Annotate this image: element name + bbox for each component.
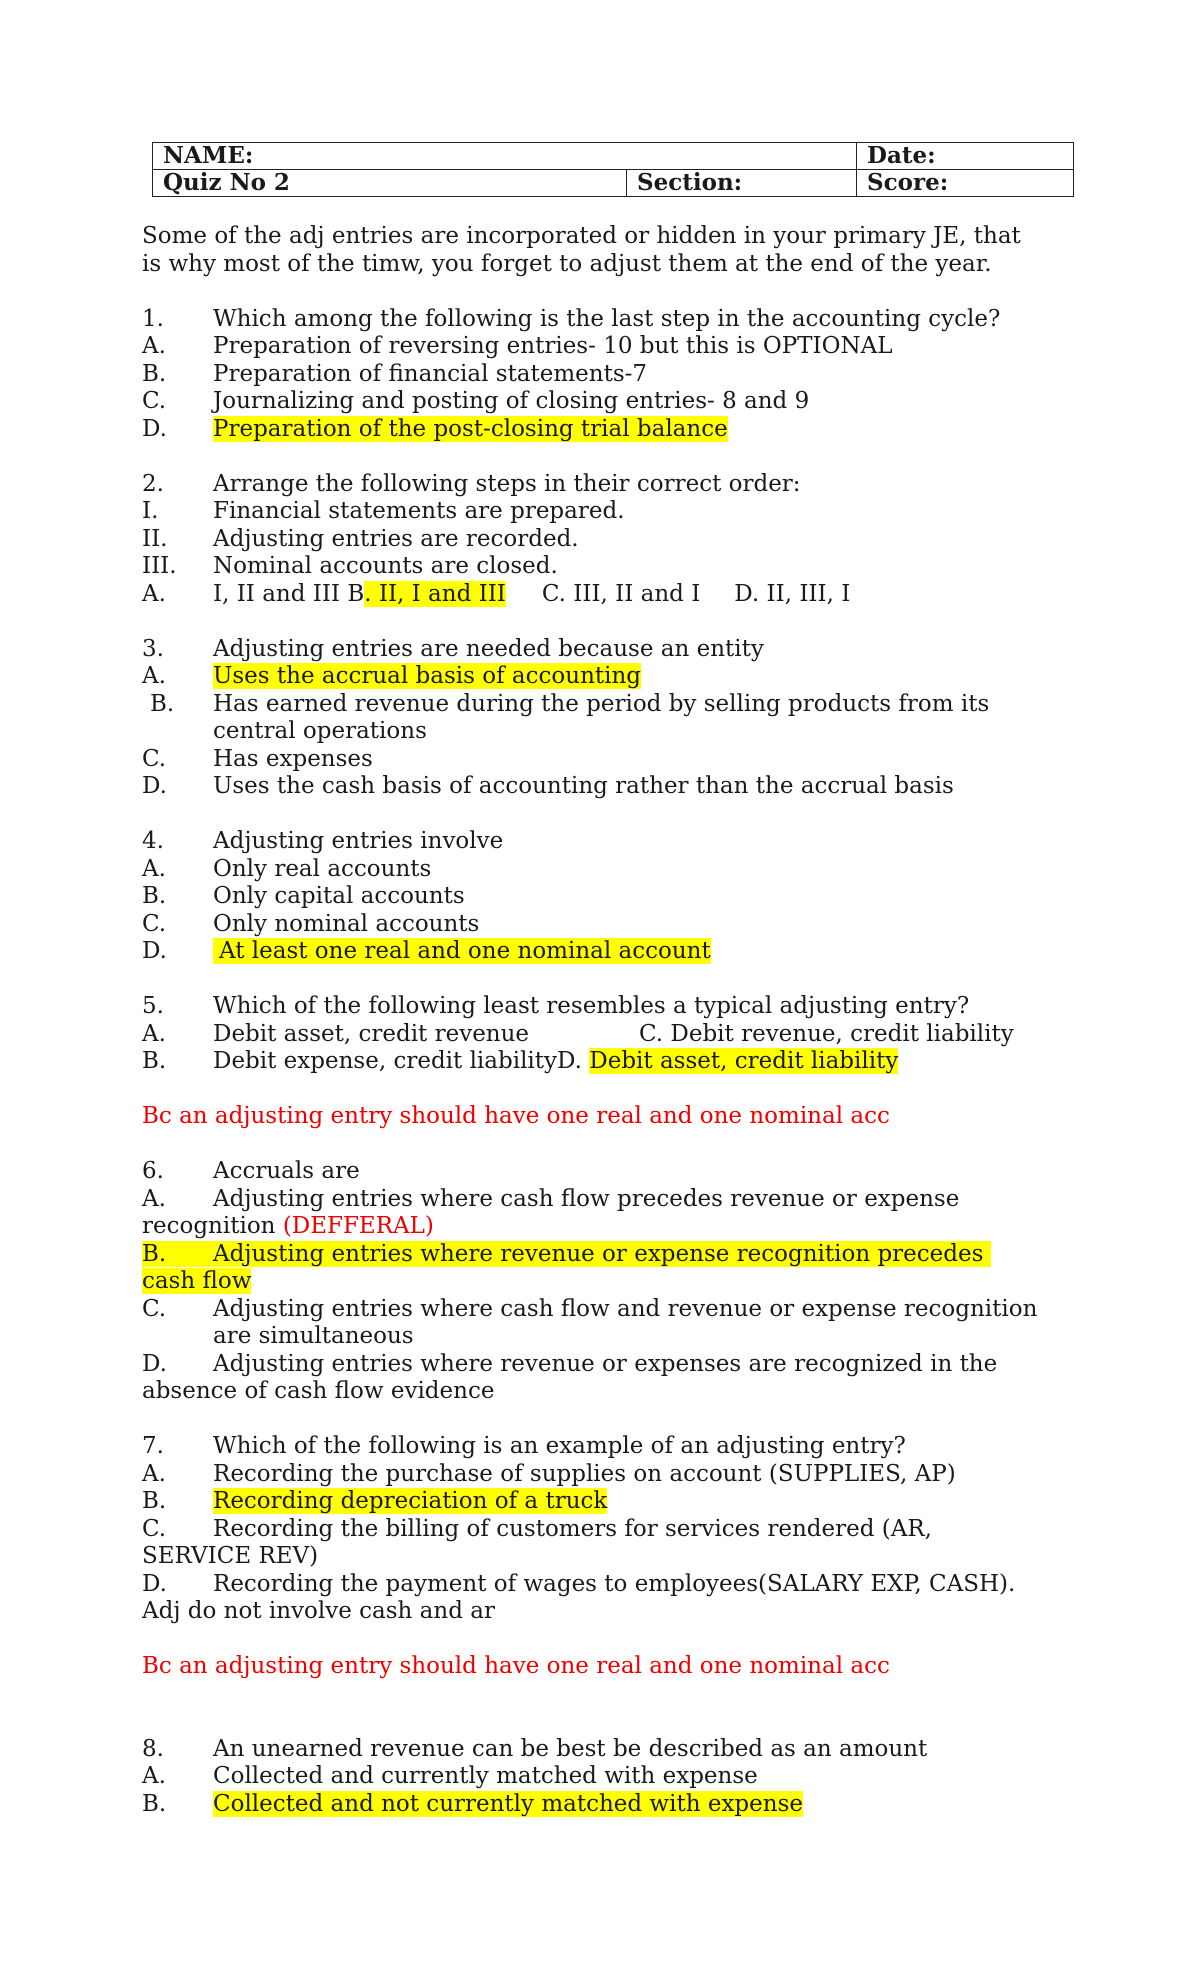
option: A. Preparation of reversing entries- 10 but this is OPTIONAL bbox=[142, 333, 893, 359]
question-text: Accruals are bbox=[213, 1158, 360, 1184]
options-row: B. Debit expense, credit liabilityD. Debit asset, credit liability bbox=[142, 1048, 899, 1074]
question-text: Arrange the following steps in their correct order: bbox=[213, 470, 801, 497]
option-continued bbox=[142, 1268, 1082, 1296]
option: D. Recording the payment of wages to employees(SALARY EXP, CASH). bbox=[142, 1570, 1016, 1597]
question-6 bbox=[142, 1158, 1082, 1186]
highlighted-answer: cash flow bbox=[142, 1268, 252, 1294]
highlighted-answer: At least one real and one nominal account bbox=[213, 938, 711, 964]
question-text: Adjusting entries are needed because an entity bbox=[213, 635, 764, 662]
option: B. Has earned revenue during the period by selling products from its bbox=[150, 690, 990, 717]
question-text: An unearned revenue can be best be described as an amount bbox=[213, 1735, 928, 1762]
highlighted-answer: Preparation of the post-closing trial balance bbox=[213, 415, 728, 442]
step: II. Adjusting entries are recorded. bbox=[142, 525, 579, 552]
highlighted-answer: . II, I and III bbox=[364, 580, 506, 607]
intro-line: Some of the adj entries are incorporated or hidden in your primary JE, that bbox=[142, 223, 1021, 249]
option: A. Recording the purchase of supplies on account (SUPPLIES, AP) bbox=[142, 1460, 956, 1487]
red-tag: (DEFFERAL) bbox=[282, 1213, 434, 1239]
highlighted-answer: Debit asset, credit liability bbox=[589, 1048, 899, 1074]
option-continued: absence of cash flow evidence bbox=[142, 1378, 495, 1404]
question-number: 4. bbox=[142, 828, 164, 854]
step: I. Financial statements are prepared. bbox=[142, 498, 625, 524]
option-continued: are simultaneous bbox=[213, 1323, 414, 1349]
question-text: Adjusting entries involve bbox=[213, 828, 504, 854]
option: C. Recording the billing of customers for services rendered (AR, bbox=[142, 1515, 932, 1542]
option-continued: Adj do not involve cash and ar bbox=[142, 1598, 495, 1624]
step: III. Nominal accounts are closed. bbox=[142, 553, 558, 579]
question-number: 6. bbox=[142, 1158, 164, 1184]
option-answer bbox=[142, 1241, 1082, 1269]
option: A. Only real accounts bbox=[142, 855, 432, 882]
option-answer: D. Preparation of the post-closing trial balance bbox=[142, 415, 728, 442]
score-field: Score: bbox=[857, 170, 1074, 197]
red-note: Bc an adjusting entry should have one real and one nominal acc bbox=[142, 1103, 890, 1129]
option: D. Adjusting entries where revenue or expenses are recognized in the bbox=[142, 1350, 998, 1377]
question-number: 2. bbox=[142, 470, 164, 497]
option: C. Only nominal accounts bbox=[142, 910, 480, 937]
option-continued: SERVICE REV) bbox=[142, 1543, 319, 1569]
intro-line: is why most of the timw, you forget to adjust them at the end of the year. bbox=[142, 250, 992, 277]
question-text: Which among the following is the last step in the accounting cycle? bbox=[213, 305, 1001, 332]
option-answer: D. At least one real and one nominal account bbox=[142, 938, 711, 964]
option: A. Adjusting entries where cash flow precedes revenue or expense bbox=[142, 1185, 960, 1212]
header-table bbox=[152, 142, 1074, 197]
highlighted-answer: Collected and not currently matched with expense bbox=[213, 1790, 803, 1817]
question-2 bbox=[142, 471, 1082, 499]
date-field: Date: bbox=[857, 143, 1074, 170]
option-answer: B. Recording depreciation of a truck bbox=[142, 1488, 608, 1514]
highlighted-answer: B. Adjusting entries where revenue or expense recognition precedes bbox=[142, 1241, 991, 1267]
section-field: Section: bbox=[627, 170, 857, 197]
question-number: 1. bbox=[142, 305, 164, 332]
options-row: A. I, II and III B. II, I and III C. III, II and I D. II, III, I bbox=[142, 580, 851, 607]
option-answer: A. Uses the accrual basis of accounting bbox=[142, 663, 642, 689]
option-continued: central operations bbox=[213, 718, 427, 744]
question-3 bbox=[142, 636, 1082, 664]
option: A. Collected and currently matched with expense bbox=[142, 1763, 758, 1789]
quiz-title: Quiz No 2 bbox=[153, 170, 627, 197]
question-text: Which of the following is an example of an adjusting entry? bbox=[213, 1433, 906, 1459]
question-number: 8. bbox=[142, 1735, 164, 1762]
options-row: A. Debit asset, credit revenue C. Debit revenue, credit liability bbox=[142, 1020, 1014, 1047]
option-continued: recognition (DEFFERAL) bbox=[142, 1213, 434, 1239]
highlighted-answer: Recording depreciation of a truck bbox=[213, 1488, 608, 1514]
question-number: 3. bbox=[142, 635, 164, 662]
option: B. Preparation of financial statements-7 bbox=[142, 360, 648, 387]
question-4 bbox=[142, 828, 1082, 856]
question-text: Which of the following least resembles a typical adjusting entry? bbox=[213, 993, 970, 1019]
option: C. Has expenses bbox=[142, 745, 373, 772]
option: C. Adjusting entries where cash flow and revenue or expense recognition bbox=[142, 1295, 1038, 1322]
option-answer: B. Collected and not currently matched with expense bbox=[142, 1790, 803, 1817]
question-8 bbox=[142, 1736, 1082, 1764]
option: D. Uses the cash basis of accounting rather than the accrual basis bbox=[142, 773, 954, 799]
question-5 bbox=[142, 993, 1082, 1021]
question-number: 7. bbox=[142, 1433, 164, 1459]
question-number: 5. bbox=[142, 993, 164, 1019]
question-1 bbox=[142, 306, 1082, 334]
option: B. Only capital accounts bbox=[142, 883, 465, 909]
red-note: Bc an adjusting entry should have one real and one nominal acc bbox=[142, 1653, 890, 1679]
highlighted-answer: Uses the accrual basis of accounting bbox=[213, 663, 642, 689]
option: C. Journalizing and posting of closing entries- 8 and 9 bbox=[142, 388, 810, 414]
name-field: NAME: bbox=[153, 143, 857, 170]
question-7 bbox=[142, 1433, 1082, 1461]
quiz-body bbox=[142, 223, 1082, 1818]
